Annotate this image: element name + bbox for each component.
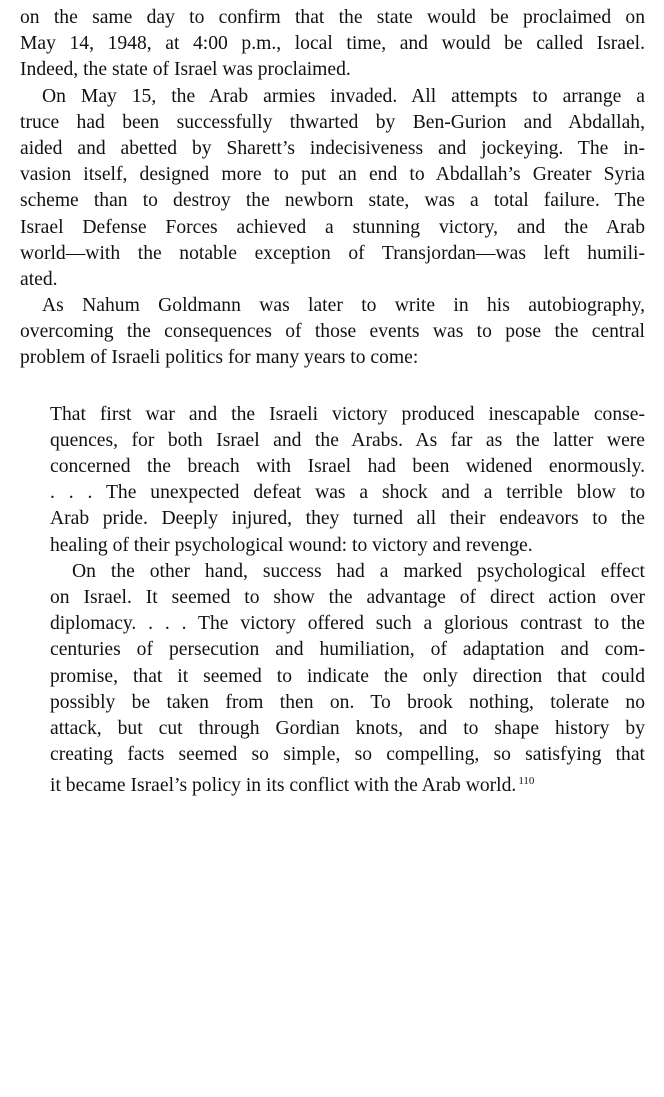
paragraph <box>20 84 645 294</box>
text-line <box>20 110 645 136</box>
text-line <box>20 162 645 188</box>
text-line <box>50 559 645 585</box>
line-text: Arab pride. Deeply injured, they turned all their endeavors to the <box>50 508 645 530</box>
text-line <box>20 57 645 83</box>
text-line <box>50 637 645 663</box>
text-line <box>50 402 645 428</box>
text-line <box>20 319 645 345</box>
text-line <box>20 241 645 267</box>
text-line <box>50 428 645 454</box>
text-line <box>50 768 645 797</box>
text-line <box>50 742 645 768</box>
line-text: As Nahum Goldmann was later to write in his autobiography, <box>42 295 645 317</box>
text-line <box>20 293 645 319</box>
paragraph <box>50 559 645 795</box>
block-quote <box>50 402 645 795</box>
text-line <box>20 345 645 371</box>
paragraph <box>20 293 645 372</box>
line-text: . . . The unexpected defeat was a shock and a terrible blow to <box>50 482 645 504</box>
text-line <box>20 188 645 214</box>
line-text: On the other hand, success had a marked psychological effect <box>72 560 645 582</box>
line-text: ated. <box>20 268 58 290</box>
line-text: on Israel. It seemed to show the advantage of direct action over <box>50 586 645 608</box>
line-text: concerned the breach with Israel had been widened enormously. <box>50 456 645 477</box>
text-line <box>20 84 645 110</box>
text-line <box>50 585 645 611</box>
line-text: On May 15, the Arab armies invaded. All attempts to arrange a <box>42 85 645 107</box>
line-text: creating facts seemed so simple, so compelling, so satisfying that <box>50 744 645 766</box>
line-text: attack, but cut through Gordian knots, and to shape history by <box>50 717 645 739</box>
text-line <box>50 690 645 716</box>
text-line <box>50 664 645 690</box>
text-line <box>20 5 645 31</box>
text-line <box>20 136 645 162</box>
text-line <box>50 506 645 532</box>
text-line <box>20 31 645 57</box>
line-text: problem of Israeli politics for many years to come: <box>20 347 419 369</box>
text-line <box>50 480 645 506</box>
line-text: aided and abetted by Sharett’s indecisiveness and jockeying. The in- <box>20 137 645 159</box>
line-text: healing of their psychological wound: to victory and revenge. <box>50 534 533 556</box>
paragraph <box>20 5 645 84</box>
document-page <box>20 5 645 797</box>
text-line <box>50 533 645 559</box>
line-text: diplomacy. . . . The victory offered such a glorious contrast to the <box>50 613 645 635</box>
line-text: overcoming the consequences of those events was to pose the central <box>20 321 645 343</box>
text-line <box>50 716 645 742</box>
line-text: promise, that it seemed to indicate the only direction that could <box>50 665 645 687</box>
line-text: centuries of persecution and humiliation, of adaptation and com- <box>50 639 645 661</box>
line-text: Israel Defense Forces achieved a stunning victory, and the Arab <box>20 216 645 238</box>
footnote-reference: 110 <box>518 775 535 788</box>
line-text: quences, for both Israel and the Arabs. As far as the latter were <box>50 429 645 451</box>
line-text: scheme than to destroy the newborn state, was a total failure. The <box>20 190 645 212</box>
text-line <box>20 215 645 241</box>
line-text: May 14, 1948, at 4:00 p.m., local time, and would be called Israel. <box>20 33 645 55</box>
line-text: possibly be taken from then on. To brook nothing, tolerate no <box>50 691 645 713</box>
line-text: it became Israel’s policy in its conflict with the Arab world. <box>50 775 517 797</box>
line-text: on the same day to confirm that the state would be proclaimed on <box>20 7 645 28</box>
line-text: truce had been successfully thwarted by Ben-Gurion and Abdallah, <box>20 111 645 133</box>
line-text: That first war and the Israeli victory produced inescapable conse- <box>50 403 645 425</box>
line-text: Indeed, the state of Israel was proclaimed. <box>20 59 351 81</box>
line-text: world—with the notable exception of Transjordan—was left humili- <box>20 242 645 264</box>
text-line <box>50 454 645 480</box>
paragraph <box>50 402 645 559</box>
text-line <box>20 267 645 293</box>
line-text: vasion itself, designed more to put an end to Abdallah’s Greater Syria <box>20 164 645 186</box>
text-line <box>50 611 645 637</box>
body-text <box>20 5 645 372</box>
